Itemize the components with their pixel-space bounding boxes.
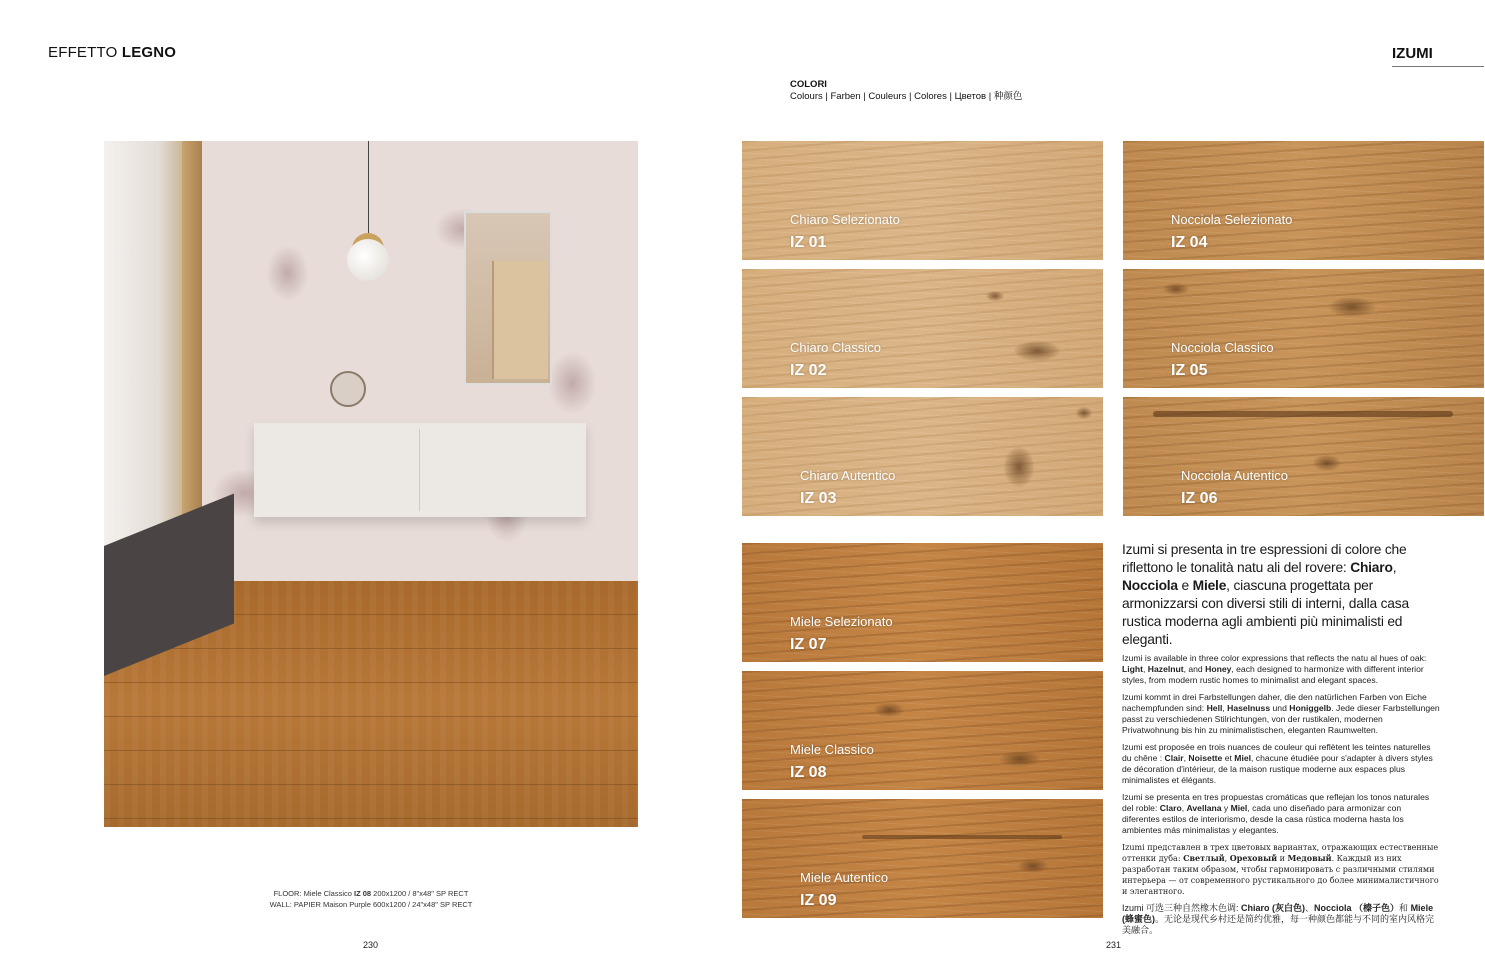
color-tile-iz09 [742, 799, 1103, 918]
tile-name: Nocciola Selezionato [1171, 212, 1293, 227]
color-name-bold: Avellana [1186, 803, 1222, 813]
page-number-right: 231 [1106, 940, 1122, 950]
wall-mirror [464, 211, 552, 385]
vanity-unit [254, 423, 586, 517]
bathroom-photo [104, 141, 638, 827]
color-tile-iz05 [1123, 269, 1484, 388]
color-tile-iz06 [1123, 397, 1484, 516]
description-zh [1122, 903, 1440, 936]
color-tile-iz03 [742, 397, 1103, 516]
color-name-bold: Light [1122, 664, 1143, 674]
color-name-bold: Miele (蜂蜜色) [1122, 903, 1434, 924]
description-ru [1122, 842, 1440, 897]
color-name-bold: Светлый [1183, 853, 1225, 863]
tile-code: IZ 01 [790, 234, 827, 251]
text-segment: , each designed to harmonize with different interior styles, from modern rustic homes to minimalist and elegant spaces. [1122, 664, 1424, 685]
text-segment: . Jede dieser Farbstellungen passt zu verschiedenen Stilrichtungen, von der rustikalen, modernen Privatwohnung bis hin zu minimalistischen, eleganten Raumwelten. [1122, 703, 1440, 735]
wood-crack [862, 835, 1062, 839]
section-title-bold: LEGNO [121, 44, 177, 61]
wood-knot [1163, 283, 1189, 295]
color-tile-iz02 [742, 269, 1103, 388]
tile-code: IZ 06 [1181, 490, 1218, 507]
text-segment: , ciascuna progettata per armonizzarsi con diversi stili di interni, dalla casa rustica moderna agli ambienti più minimalisti ed eleganti. [1122, 578, 1409, 647]
text-segment: , [1181, 803, 1187, 813]
tile-name: Nocciola Autentico [1181, 468, 1288, 483]
color-name-bold: Chiaro (灰白色) [1241, 903, 1306, 913]
wood-knot [874, 703, 904, 717]
color-name-bold: Chiaro [1350, 560, 1393, 575]
text-segment: , [1224, 854, 1230, 863]
text-segment: 和 [1399, 903, 1411, 913]
text-segment: Izumi kommt in drei Farbstellungen daher, die den natürlichen Farben von Eiche nachempfunden sind: [1122, 692, 1427, 713]
round-mirror [330, 371, 366, 407]
description-block [1122, 541, 1440, 942]
color-name-bold: Miele [1192, 578, 1227, 593]
tile-name: Chiaro Selezionato [790, 212, 900, 227]
text-segment: et [1222, 753, 1235, 763]
wood-crack [1153, 411, 1453, 417]
color-name-bold: Honiggelb [1289, 703, 1332, 713]
tile-code: IZ 03 [800, 490, 837, 507]
tile-name: Chiaro Autentico [800, 468, 896, 483]
wood-knot [1004, 447, 1034, 487]
tile-name: Chiaro Classico [790, 340, 882, 355]
color-name-bold: Clair [1164, 753, 1184, 763]
colors-title: COLORI [790, 79, 827, 90]
window-curtain [104, 141, 182, 581]
caption-floor-code: IZ 08 [354, 889, 372, 898]
wood-knot [1329, 297, 1375, 317]
text-segment: e [1177, 578, 1193, 593]
description-it [1122, 541, 1440, 649]
text-segment: , [1222, 703, 1228, 713]
wood-knot [1014, 341, 1060, 361]
section-title [48, 44, 176, 61]
tile-code: IZ 04 [1171, 234, 1208, 251]
color-name-bold: Claro [1159, 803, 1182, 813]
text-segment: Izumi se presenta en tres propuestas cromáticas que reflejan los tonos naturales del roble: [1122, 792, 1430, 813]
color-name-bold: Nocciola [1122, 578, 1178, 593]
color-name-bold: Hell [1206, 703, 1223, 713]
page-number-left: 230 [363, 940, 379, 950]
photo-caption [200, 888, 542, 910]
tile-code: IZ 07 [790, 636, 827, 653]
tile-code: IZ 02 [790, 362, 827, 379]
text-segment: Izumi 可选三种自然橡木色调: [1122, 903, 1242, 913]
caption-floor-prefix: FLOOR: Miele Classico [273, 889, 354, 898]
color-name-bold: Noisette [1188, 753, 1223, 763]
text-segment: y [1221, 803, 1231, 813]
wood-knot [1313, 455, 1341, 471]
pendant-lamp [347, 239, 389, 281]
text-segment: Izumi is available in three color expressions that reflects the natu al hues of oak: [1122, 653, 1427, 663]
color-tile-iz07 [742, 543, 1103, 662]
text-segment: , [1143, 664, 1148, 674]
colors-subtitle: Colours | Farben | Couleurs | Colores | Цветов | 种颜色 [790, 91, 1023, 102]
caption-wall: WALL: PAPIER Maison Purple 600x1200 / 24"x48" SP RECT [269, 900, 473, 909]
tile-name: Miele Autentico [800, 870, 889, 885]
text-segment: und [1270, 703, 1290, 713]
color-tile-iz04 [1123, 141, 1484, 260]
tile-code: IZ 09 [800, 892, 837, 909]
colors-heading [790, 79, 1022, 103]
text-segment: 。无论是现代乡村还是简约优雅，每一种颜色都能与不同的室内风格完美融合。 [1122, 914, 1435, 935]
text-segment: . Каждый из них разработан таким образом, чтобы гармонировать с различными стилями интерьера — от современного рустикального до более минималистичного и элегантного. [1122, 854, 1439, 896]
text-segment: Izumi si presenta in tre espressioni di colore che riflettono le tonalità natu ali del rovere: [1122, 542, 1407, 575]
text-segment: Izumi est proposée en trois nuances de couleur qui reflètent les teintes naturelles du chêne : [1122, 742, 1431, 763]
description-es [1122, 792, 1440, 836]
wood-knot [986, 291, 1004, 301]
wood-knot [1076, 407, 1092, 419]
color-name-bold: Honey [1205, 664, 1232, 674]
text-segment: и [1277, 854, 1288, 863]
caption-floor-suffix: 200x1200 / 8"x48" SP RECT [371, 889, 469, 898]
color-name-bold: Nocciola （榛子色） [1314, 903, 1400, 913]
tile-code: IZ 05 [1171, 362, 1208, 379]
color-tile-iz08 [742, 671, 1103, 790]
color-name-bold: Ореховый [1229, 853, 1278, 863]
tile-name: Miele Selezionato [790, 614, 893, 629]
lamp-cord [368, 141, 369, 241]
text-segment: , cada uno diseñado para armonizar con diferentes estilos de interiorismo, desde la casa rústica moderna hasta los ambientes más minimalistas y elegantes. [1122, 803, 1404, 835]
wood-knot [1000, 751, 1040, 767]
tile-code: IZ 08 [790, 764, 827, 781]
collection-title: IZUMI [1392, 45, 1484, 67]
color-name-bold: Медовый [1287, 853, 1332, 863]
color-name-bold: Haselnuss [1227, 703, 1271, 713]
text-segment: , [1392, 560, 1397, 575]
description-en [1122, 653, 1440, 686]
text-segment: , and [1183, 664, 1206, 674]
color-tile-iz01 [742, 141, 1103, 260]
color-name-bold: Miel [1234, 753, 1251, 763]
text-segment: 、 [1305, 903, 1315, 913]
color-name-bold: Miel [1230, 803, 1248, 813]
section-title-prefix: EFFETTO [48, 44, 122, 61]
text-segment: , chacune étudiée pour s'adapter à divers styles de décoration d'intérieur, de la maison rustique moderne aux espaces plus minimalistes et élégants. [1122, 753, 1433, 785]
color-name-bold: Hazelnut [1147, 664, 1184, 674]
description-de [1122, 692, 1440, 736]
text-segment: Izumi представлен в трех цветовых вариантах, отражающих естественные оттенки дуба: [1122, 843, 1439, 863]
wood-knot [1018, 859, 1048, 873]
text-segment: , [1183, 753, 1189, 763]
description-fr [1122, 742, 1440, 786]
caption-floor [200, 888, 542, 899]
tile-name: Nocciola Classico [1171, 340, 1274, 355]
tile-name: Miele Classico [790, 742, 874, 757]
